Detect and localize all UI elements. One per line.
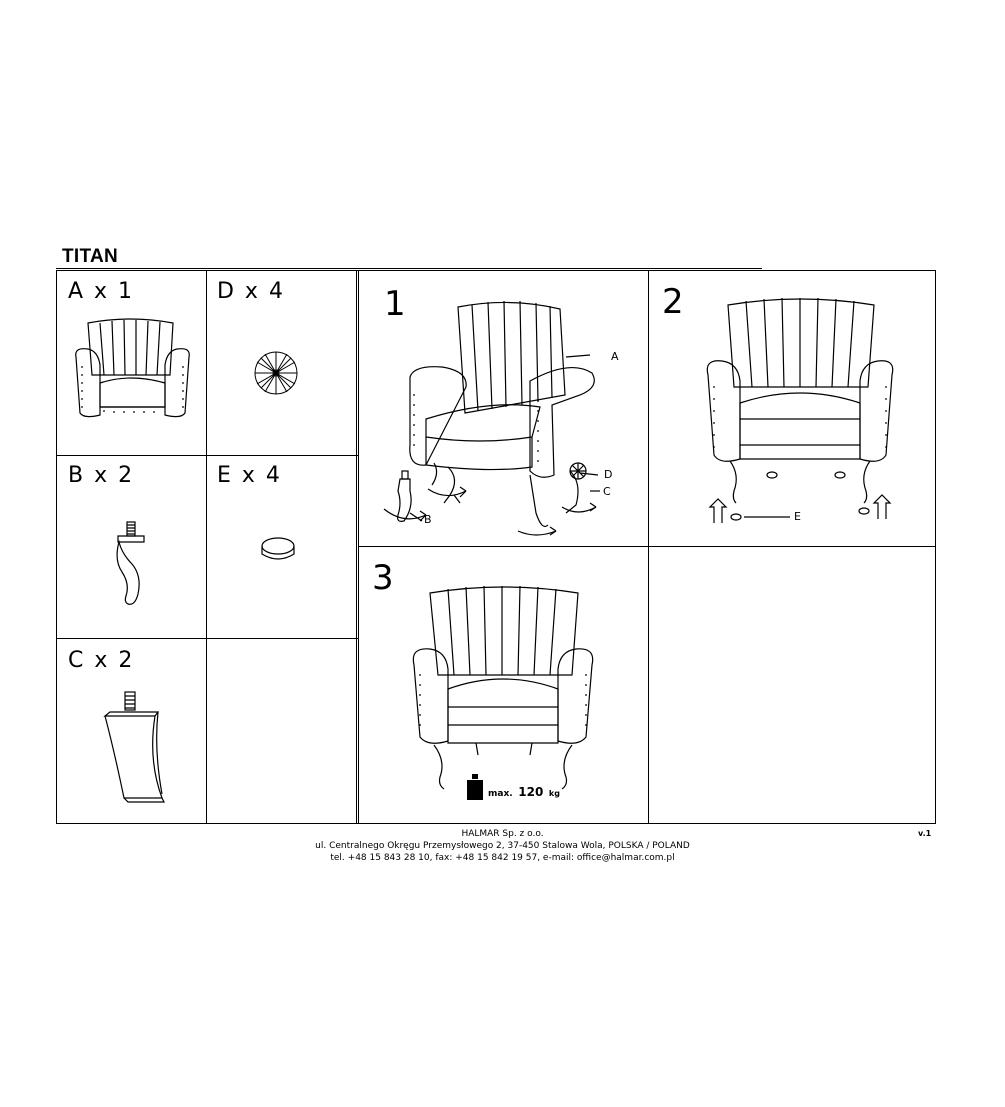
title-rule (56, 268, 762, 269)
divider-steps-inner (358, 270, 359, 824)
footer-company: HALMAR Sp. z o.o. (461, 829, 544, 839)
armchair-body-icon (70, 315, 195, 430)
square-leg-icon (100, 690, 170, 805)
footer-address: ul. Centralnego Okręgu Przemysłowego 2, 37-450 Stalowa Wola, POLSKA / POLAND (315, 841, 690, 851)
max-load-value: 120 (518, 785, 544, 799)
max-load-prefix: max. (488, 789, 513, 799)
divider-parts-col (206, 270, 207, 824)
part-label-b: B x 2 (68, 463, 135, 488)
part-label-c: C x 2 (68, 648, 135, 673)
divider-steps-row (358, 546, 936, 547)
curved-leg-icon (110, 520, 154, 610)
divider-step-col (648, 270, 649, 824)
footer-contact: tel. +48 15 843 28 10, fax: +48 15 842 19 57, e-mail: office@halmar.com.pl (330, 853, 675, 863)
step-number-2: 2 (662, 282, 684, 322)
callout-a: A (611, 350, 619, 363)
product-title: TITAN (62, 246, 119, 267)
step2-illustration (700, 295, 900, 525)
weight-icon (466, 774, 484, 800)
max-load-label (488, 781, 560, 800)
divider-row1 (56, 455, 358, 456)
part-label-a: A x 1 (68, 279, 135, 304)
callout-e: E (794, 510, 801, 523)
callout-b: B (424, 513, 432, 526)
step-number-3: 3 (372, 558, 394, 598)
divider-row2 (56, 638, 358, 639)
divider-parts-steps (356, 270, 357, 824)
part-label-d: D x 4 (217, 279, 285, 304)
part-label-e: E x 4 (217, 463, 282, 488)
version-label: v.1 (918, 829, 932, 838)
glide-foot-icon (258, 536, 298, 566)
glide-disk-icon (253, 350, 299, 396)
step1-illustration (370, 295, 640, 540)
step-number-1: 1 (384, 284, 406, 324)
step3-illustration (408, 585, 598, 795)
callout-d: D (604, 468, 613, 481)
callout-c: C (603, 485, 611, 498)
max-load-unit: kg (548, 789, 560, 798)
